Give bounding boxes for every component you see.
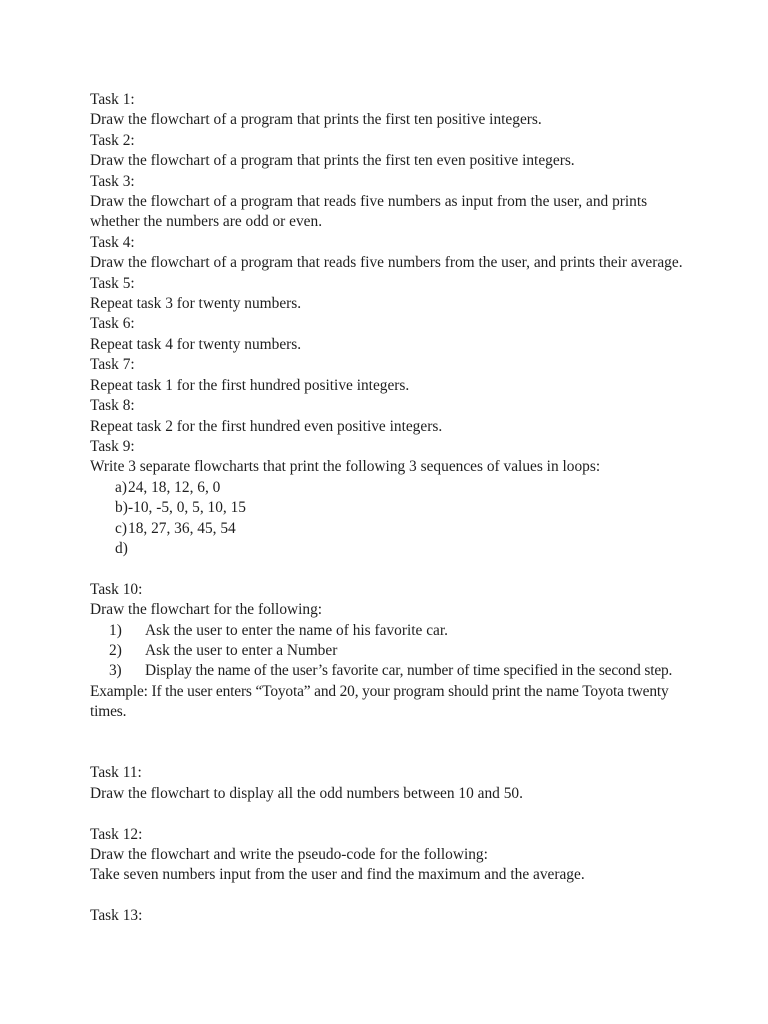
list-item bbox=[90, 539, 682, 559]
task-1-description: Draw the flowchart of a program that prints the first ten positive integers. bbox=[90, 111, 542, 129]
task-4-section bbox=[90, 233, 682, 274]
task-12-description-2: Take seven numbers input from the user and find the maximum and the average. bbox=[90, 866, 585, 884]
list-item-marker: c) bbox=[115, 519, 127, 537]
task-7-section bbox=[90, 355, 682, 396]
task-4-description: Draw the flowchart of a program that reads five numbers from the user, and prints their average. bbox=[90, 254, 683, 272]
task-8-description: Repeat task 2 for the first hundred even positive integers. bbox=[90, 417, 443, 435]
list-item bbox=[90, 498, 682, 518]
list-item bbox=[90, 641, 682, 661]
task-12-section bbox=[90, 825, 682, 886]
task-9-heading: Task 9: bbox=[90, 437, 135, 455]
task-8-section bbox=[90, 396, 682, 437]
task-11-section bbox=[90, 763, 682, 804]
list-item-text: Ask the user to enter a Number bbox=[145, 641, 338, 659]
task-13-section bbox=[90, 906, 682, 926]
list-item-marker: 3) bbox=[109, 662, 122, 680]
list-item-marker: b) bbox=[115, 499, 128, 517]
task-5-description: Repeat task 3 for twenty numbers. bbox=[90, 295, 302, 313]
task-7-description: Repeat task 1 for the first hundred positive integers. bbox=[90, 376, 410, 394]
task-9-description: Write 3 separate flowcharts that print the following 3 sequences of values in loops: bbox=[90, 458, 601, 476]
list-item-marker: 1) bbox=[109, 621, 122, 639]
task-12-description: Draw the flowchart and write the pseudo-code for the following: bbox=[90, 845, 488, 863]
list-item bbox=[90, 519, 682, 539]
task-1-heading: Task 1: bbox=[90, 91, 135, 108]
list-item-text: 18, 27, 36, 45, 54 bbox=[128, 519, 236, 537]
task-7-heading: Task 7: bbox=[90, 356, 135, 374]
task-2-heading: Task 2: bbox=[90, 131, 135, 149]
task-6-heading: Task 6: bbox=[90, 315, 135, 333]
list-item-text: 24, 18, 12, 6, 0 bbox=[128, 478, 221, 496]
task-10-description: Draw the flowchart for the following: bbox=[90, 601, 323, 619]
task-13-heading: Task 13: bbox=[90, 907, 143, 925]
task-6-section bbox=[90, 314, 682, 355]
task-9-section bbox=[90, 437, 682, 559]
task-5-heading: Task 5: bbox=[90, 274, 135, 292]
task-11-description: Draw the flowchart to display all the odd numbers between 10 and 50. bbox=[90, 784, 523, 802]
list-item-marker: a) bbox=[115, 478, 127, 496]
list-item-marker: 2) bbox=[109, 641, 122, 659]
task-10-section bbox=[90, 580, 682, 723]
task-3-description: Draw the flowchart of a program that reads five numbers as input from the user, and prints whether the numbers are odd or even. bbox=[90, 193, 648, 231]
task-12-heading: Task 12: bbox=[90, 825, 143, 843]
task-8-heading: Task 8: bbox=[90, 397, 135, 415]
task-6-description: Repeat task 4 for twenty numbers. bbox=[90, 335, 302, 353]
task-2-description: Draw the flowchart of a program that prints the first ten even positive integers. bbox=[90, 152, 575, 170]
task-4-heading: Task 4: bbox=[90, 233, 135, 251]
task-1-section bbox=[90, 90, 682, 131]
task-3-section bbox=[90, 172, 682, 233]
list-item bbox=[90, 478, 682, 498]
list-item bbox=[90, 621, 682, 641]
task-5-section bbox=[90, 274, 682, 315]
list-item-text: -10, -5, 0, 5, 10, 15 bbox=[128, 499, 246, 517]
task-3-heading: Task 3: bbox=[90, 172, 135, 190]
task-11-heading: Task 11: bbox=[90, 764, 142, 782]
list-item-marker: d) bbox=[115, 539, 128, 557]
task-10-example-note: Example: If the user enters “Toyota” and 20, your program should print the name Toyota twenty times. bbox=[90, 682, 669, 721]
task-2-section bbox=[90, 131, 682, 172]
list-item bbox=[90, 661, 682, 681]
task-10-heading: Task 10: bbox=[90, 580, 143, 598]
list-item-text: Ask the user to enter the name of his favorite car. bbox=[145, 621, 449, 639]
list-item-text: Display the name of the user’s favorite car, number of time specified in the second step. bbox=[145, 662, 673, 680]
